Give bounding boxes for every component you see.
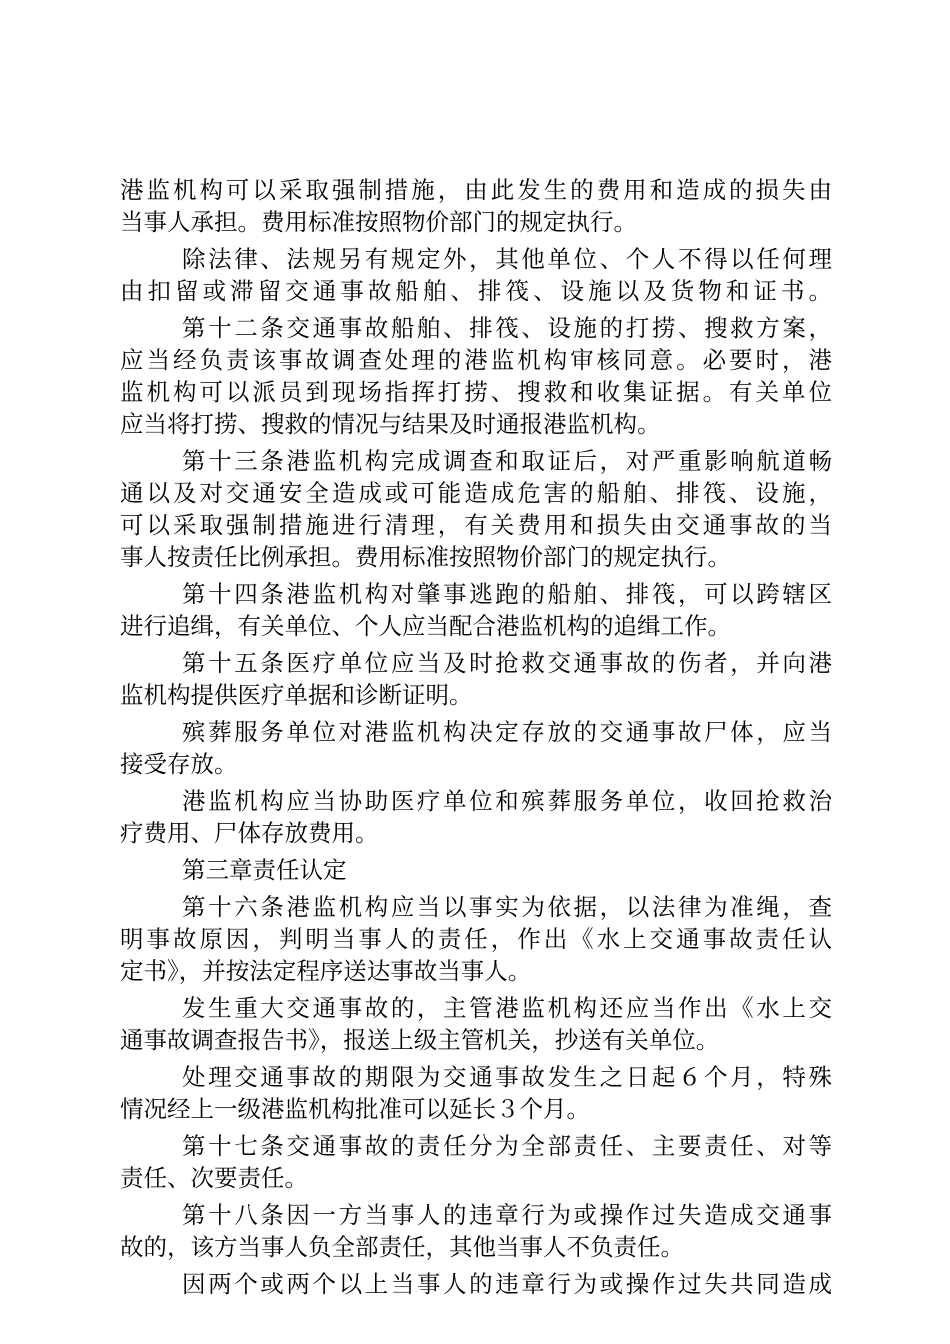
text-line: 进行追缉，有关单位、个人应当配合港监机构的追缉工作。 [120,612,731,640]
text-line: 应当经负责该事故调查处理的港监机构审核同意。必要时，港 [120,346,832,374]
paragraph-6 [120,716,832,780]
text-line: 通事故调查报告书》，报送上级主管机关，抄送有关单位。 [120,1026,720,1054]
text-line: 明事故原因，判明当事人的责任，作出《水上交通事故责任认 [120,925,832,953]
paragraph-2 [120,312,832,440]
text-line: 责任、次要责任。 [120,1164,308,1192]
text-line: 第十三条港监机构完成调查和取证后，对严重影响航道畅 [182,447,832,475]
text-line: 情况经上一级港监机构批准可以延长３个月。 [120,1095,590,1123]
text-line: 事人按责任比例承担。费用标准按照物价部门的规定执行。 [120,543,731,571]
text-line: 当事人承担。费用标准按照物价部门的规定执行。 [120,208,637,236]
text-line: 港监机构应当协助医疗单位和殡葬服务单位，收回抢救治 [182,787,832,815]
paragraph-11 [120,1061,832,1125]
text-line: 第十四条港监机构对肇事逃跑的船舶、排筏，可以跨辖区 [182,580,832,608]
paragraph-10 [120,992,832,1056]
text-line: 因两个或两个以上当事人的违章行为或操作过失共同造成 [182,1270,832,1298]
text-line: 第十八条因一方当事人的违章行为或操作过失造成交通事 [182,1201,832,1229]
text-line: 可以采取强制措施进行清理，有关费用和损失由交通事故的当 [120,511,832,539]
text-line: 应当将打捞、搜救的情况与结果及时通报港监机构。 [120,410,661,438]
paragraph-9 [120,891,832,987]
paragraph-5 [120,647,832,711]
text-line: 第十二条交通事故船舶、排筏、设施的打捞、搜救方案， [182,314,832,342]
text-line: 第十六条港监机构应当以事实为依据，以法律为准绳，查 [182,893,832,921]
text-line: 疗费用、尸体存放费用。 [120,819,379,847]
paragraph-0 [120,174,832,238]
text-line: 由扣留或滞留交通事故船舶、排筏、设施以及货物和证书。 [120,277,832,305]
text-line: 处理交通事故的期限为交通事故发生之日起６个月，特殊 [182,1063,832,1091]
text-line: 港监机构可以采取强制措施，由此发生的费用和造成的损失由 [120,176,832,204]
paragraph-7 [120,785,832,849]
text-line: 第十五条医疗单位应当及时抢救交通事故的伤者，并向港 [182,649,832,677]
paragraph-3 [120,445,832,573]
text-line: 第三章责任认定 [182,856,347,884]
text-line: 发生重大交通事故的，主管港监机构还应当作出《水上交 [182,994,832,1022]
paragraph-13 [120,1199,832,1263]
text-line: 监机构提供医疗单据和诊断证明。 [120,681,473,709]
text-line: 第十七条交通事故的责任分为全部责任、主要责任、对等 [182,1132,832,1160]
text-line: 殡葬服务单位对港监机构决定存放的交通事故尸体，应当 [182,718,832,746]
paragraph-14 [120,1268,832,1300]
text-line: 定书》，并按法定程序送达事故当事人。 [120,957,532,985]
text-line: 监机构可以派员到现场指挥打捞、搜救和收集证据。有关单位 [120,378,832,406]
paragraph-12 [120,1130,832,1194]
document-page [120,174,832,1300]
text-line: 故的，该方当事人负全部责任，其他当事人不负责任。 [120,1233,684,1261]
text-line: 除法律、法规另有规定外，其他单位、个人不得以任何理 [182,245,832,273]
chapter-heading [120,854,832,886]
paragraph-1 [120,243,832,307]
text-line: 接受存放。 [120,750,238,778]
paragraph-4 [120,578,832,642]
text-line: 通以及对交通安全造成或可能造成危害的船舶、排筏、设施， [120,479,832,507]
